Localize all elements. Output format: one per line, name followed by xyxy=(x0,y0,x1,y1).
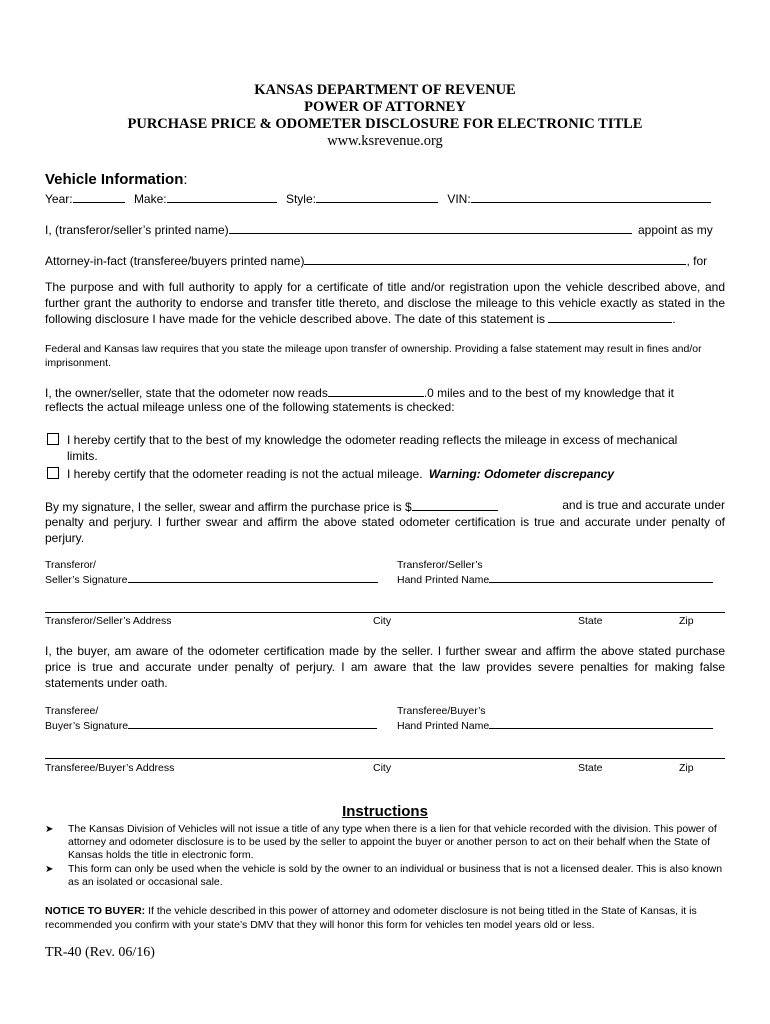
attorney-row xyxy=(45,252,707,268)
seller-name-label1: Transferor/Seller’s xyxy=(397,559,483,571)
purpose-paragraph: The purpose and with full authority to apply for a certificate of title and/or registration upon the vehicle described above, and further grant the authority to endorse and transfer title thereto, and disclose the mileage to this vehicle exactly as stated in the following disclosure I have made for the vehicle described above. The date of this statement is . xyxy=(45,280,725,326)
buyer-zip-label: Zip xyxy=(679,762,694,774)
buyer-address-label: Transferee/Buyer’s Address xyxy=(45,762,175,774)
instruction-text: The Kansas Division of Vehicles will not issue a title of any type when there is a lien for that vehicle recorded with the division. This power of attorney and odometer disclosure is to be used by the seller to appoint the buyer or another person to act on their behalf when the State of Kansas holds the title in electronic form. xyxy=(68,823,717,861)
seller-zip-label: Zip xyxy=(679,615,694,627)
buyer-name-block xyxy=(397,704,713,733)
excess-mileage-checkbox[interactable] xyxy=(47,433,59,445)
attorney-name-field[interactable] xyxy=(304,252,686,265)
buyer-signature-field[interactable] xyxy=(128,718,377,729)
not-actual-mileage-checkbox[interactable] xyxy=(47,467,59,479)
odometer-line2: reflects the actual mileage unless one of the following statements is checked: xyxy=(45,400,455,414)
make-label: Make: xyxy=(133,192,167,206)
agency-url: www.ksrevenue.org xyxy=(327,133,443,149)
buyer-printed-name-field[interactable] xyxy=(489,718,713,729)
vehicle-title-text: Vehicle Information xyxy=(45,171,184,188)
buyer-city-label: City xyxy=(373,762,392,774)
statement-date-field[interactable] xyxy=(548,311,672,323)
seller-address-line[interactable] xyxy=(45,612,725,613)
instruction-item xyxy=(45,823,725,863)
seller-address-label: Transferor/Seller’s Address xyxy=(45,615,172,627)
form-header xyxy=(0,82,770,150)
vehicle-fields-row xyxy=(45,190,711,206)
buyer-sig-label1: Transferee/ xyxy=(45,705,99,717)
transferor-label: I, (transferor/seller’s printed name) xyxy=(45,223,229,237)
seller-sig-label1: Transferor/ xyxy=(45,559,96,571)
odometer-prefix: I, the owner/seller, state that the odometer now reads xyxy=(45,386,328,400)
odometer-row xyxy=(45,384,725,400)
buyer-name-label1: Transferee/Buyer’s xyxy=(397,705,486,717)
notice-text: If the vehicle described in this power of attorney and odometer disclosure is not being titled in the State of Kansas, it is recommended you confirm with your state’s DMV that they will honor this form for vehicles ten model years old or less. xyxy=(45,905,697,931)
bullet-arrow-icon: ➤ xyxy=(45,864,54,875)
vin-field[interactable] xyxy=(471,190,711,203)
seller-sig-label2: Seller’s Signature xyxy=(45,574,128,586)
agency-title: KANSAS DEPARTMENT OF REVENUE xyxy=(254,82,516,98)
year-label: Year: xyxy=(45,192,73,206)
instruction-item xyxy=(45,863,725,891)
for-label: , for xyxy=(686,254,708,268)
seller-oath-suffix: and is true and accurate under xyxy=(562,498,725,512)
federal-notice: Federal and Kansas law requires that you state the mileage upon transfer of ownership. Providing a false statement may result in fines and/or imprisonment. xyxy=(45,343,702,369)
odometer-warning: Warning: Odometer discrepancy xyxy=(428,467,615,481)
vin-label: VIN: xyxy=(447,192,471,206)
seller-name-block xyxy=(397,558,713,587)
make-field[interactable] xyxy=(167,190,277,203)
seller-oath-rest: penalty and perjury. I further swear and affirm the above stated odometer certification is true and accurate under penalty of perjury. xyxy=(45,515,725,545)
transferor-name-field[interactable] xyxy=(229,221,632,234)
form-number: TR-40 (Rev. 06/16) xyxy=(45,945,155,960)
attorney-label: Attorney-in-fact (transferee/buyers printed name) xyxy=(45,254,305,268)
appoint-label: appoint as my xyxy=(637,223,713,237)
not-actual-mileage-text: I hereby certify that the odometer reading is not the actual mileage. xyxy=(67,467,423,481)
seller-oath-row1 xyxy=(45,498,725,514)
seller-signature-field[interactable] xyxy=(128,572,378,583)
seller-oath-prefix: By my signature, I the seller, swear and affirm the purchase price is $ xyxy=(45,500,412,514)
year-field[interactable] xyxy=(73,190,125,203)
odometer-reading-field[interactable] xyxy=(328,384,424,397)
instructions-title: Instructions xyxy=(342,803,428,820)
purpose-text: The purpose and with full authority to apply for a certificate of title and/or registration upon the vehicle described above, and further grant the authority to endorse and transfer title thereto, and disclose the mileage to this vehicle exactly as stated in the following disclosure I have made for the vehicle described above. The date of this statement is xyxy=(45,280,725,326)
excess-checkbox-row xyxy=(47,433,677,447)
buyer-sig-label2: Buyer’s Signature xyxy=(45,720,129,732)
buyer-signature-block xyxy=(45,704,377,733)
seller-printed-name-field[interactable] xyxy=(489,572,713,583)
buyer-oath: I, the buyer, am aware of the odometer certification made by the seller. I further swear and affirm the above stated purchase price is true and accurate under penalty of perjury. I am aware that the law provides severe penalties for making false statements under oath. xyxy=(45,644,725,690)
seller-signature-block xyxy=(45,558,378,587)
buyer-name-label2: Hand Printed Name xyxy=(397,720,490,732)
excess-mileage-text-cont: limits. xyxy=(67,449,98,463)
form-subtitle: PURCHASE PRICE & ODOMETER DISCLOSURE FOR ELECTRONIC TITLE xyxy=(127,116,643,132)
purchase-price-field[interactable] xyxy=(412,498,498,511)
form-title: POWER OF ATTORNEY xyxy=(304,99,466,115)
seller-city-label: City xyxy=(373,615,392,627)
notice-to-buyer xyxy=(45,904,725,932)
not-actual-checkbox-row xyxy=(47,467,614,481)
instruction-text: This form can only be used when the vehicle is sold by the owner to an individual or business that is not a licensed dealer. This is also known as an isolated or occasional sale. xyxy=(68,863,723,888)
transferor-row xyxy=(45,221,713,237)
odometer-suffix: .0 miles and to the best of my knowledge that it xyxy=(423,386,674,400)
seller-name-label2: Hand Printed Name xyxy=(397,574,490,586)
bullet-arrow-icon: ➤ xyxy=(45,824,54,835)
seller-state-label: State xyxy=(578,615,603,627)
notice-label: NOTICE TO BUYER: xyxy=(45,905,146,917)
excess-mileage-text: I hereby certify that to the best of my knowledge the odometer reading reflects the mileage in excess of mechanical xyxy=(67,433,678,447)
buyer-state-label: State xyxy=(578,762,603,774)
style-field[interactable] xyxy=(316,190,438,203)
style-label: Style: xyxy=(285,192,316,206)
vehicle-section-title: Vehicle Information: xyxy=(45,171,188,188)
buyer-address-line[interactable] xyxy=(45,758,725,759)
